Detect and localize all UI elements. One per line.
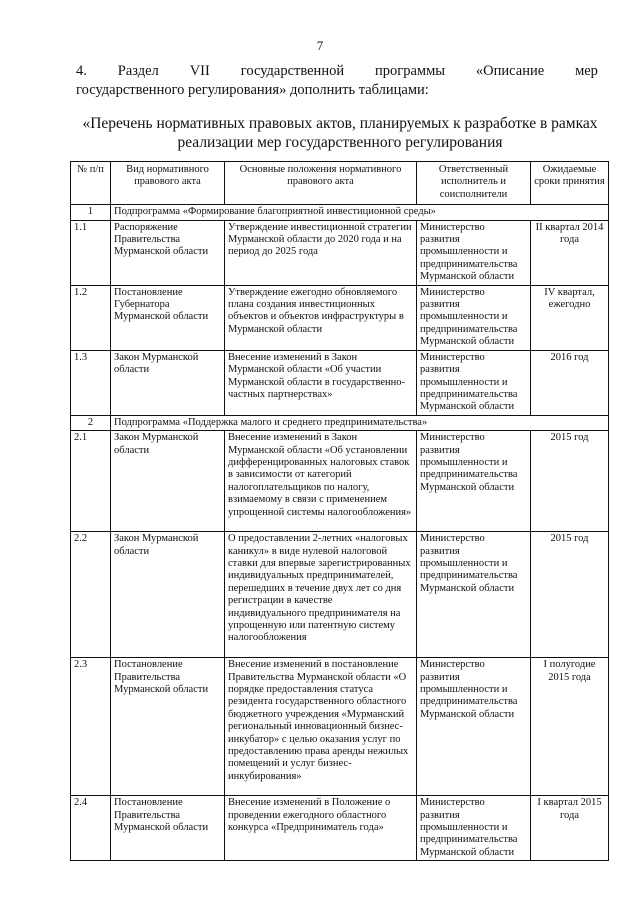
page-number: 7 [316,38,324,53]
intro-paragraph [76,62,598,100]
table-row [71,658,609,796]
act-provisions: Утверждение инвестиционной стратегии Мурманской области до 2020 года и на период до 2025 года [225,220,417,285]
table-heading-line-2: реализации мер государственного регулирования [177,134,503,151]
intro-word: мер [575,63,598,79]
act-provisions: Утверждение ежегодно обновляемого плана создания инвестиционных объектов и объектов инфраструктуры в Мурманской области [225,285,417,350]
header-terms: Ожидаемые сроки принятия [531,162,609,205]
intro-word: «Описание [475,63,545,79]
act-terms: 2015 год [531,532,609,658]
act-provisions: Внесение изменений в Закон Мурманской области «Об участии Мурманской области в государственно-частных партнерствах» [225,350,417,415]
act-provisions: О предоставлении 2-летних «налоговых каникул» в виде нулевой налоговой ставки для впервые зарегистрированных индивидуальных предпринимателей, перешедших в течение двух лет со дня регистрации в качестве индивидуального предпринимателя на упрощенную или патентную систему налогообложения [225,532,417,658]
act-terms: I квартал 2015 года [531,796,609,861]
act-provisions: Внесение изменений в постановление Правительства Мурманской области «О порядке предоставления статуса резидента государственного областного бюджетного учреждения «Мурманский региональный инновационный бизнес-инкубатор» с целью оказания услуг по предоставлению права аренды нежилых помещений и услуг бизнес-инкубирования» [225,658,417,796]
table-row [71,285,609,350]
act-executor: Министерство развития промышленности и предпринимательства Мурманской области [417,220,531,285]
table-heading-line-1: «Перечень нормативных правовых актов, планируемых к разработке в рамках [82,115,598,132]
act-type: Постановление Губернатора Мурманской области [111,285,225,350]
row-number: 1.3 [71,350,111,415]
act-executor: Министерство развития промышленности и предпринимательства Мурманской области [417,431,531,532]
intro-word: 4. [76,63,87,79]
act-terms: II квартал 2014 года [531,220,609,285]
intro-word: VII [189,63,210,79]
subprogram-title: Подпрограмма «Поддержка малого и среднего предпринимательства» [111,415,609,430]
intro-word: Раздел [117,63,159,79]
intro-line-1 [76,62,598,81]
regulatory-acts-table [70,161,609,861]
header-provisions: Основные положения нормативного правового акта [225,162,417,205]
subprogram-number: 2 [71,415,111,430]
act-type: Постановление Правительства Мурманской области [111,796,225,861]
act-terms: 2015 год [531,431,609,532]
table-row [71,431,609,532]
intro-line-2: государственного регулирования» дополнить таблицами: [76,82,429,98]
act-type: Закон Мурманской области [111,532,225,658]
subprogram-number: 1 [71,205,111,220]
intro-word: программы [375,63,445,79]
row-number: 2.4 [71,796,111,861]
act-terms: I полугодие 2015 года [531,658,609,796]
table-row [71,350,609,415]
subprogram-row [71,415,609,430]
act-executor: Министерство развития промышленности и предпринимательства Мурманской области [417,658,531,796]
row-number: 2.1 [71,431,111,532]
row-number: 1.1 [71,220,111,285]
act-terms: 2016 год [531,350,609,415]
act-executor: Министерство развития промышленности и предпринимательства Мурманской области [417,350,531,415]
act-type: Закон Мурманской области [111,350,225,415]
subprogram-title: Подпрограмма «Формирование благоприятной инвестиционной среды» [111,205,609,220]
subprogram-row [71,205,609,220]
header-num: № п/п [71,162,111,205]
act-type: Распоряжение Правительства Мурманской области [111,220,225,285]
table-row [71,532,609,658]
header-type: Вид нормативного правового акта [111,162,225,205]
act-executor: Министерство развития промышленности и предпринимательства Мурманской области [417,532,531,658]
intro-word: государственной [240,63,345,79]
act-executor: Министерство развития промышленности и предпринимательства Мурманской области [417,796,531,861]
act-executor: Министерство развития промышленности и предпринимательства Мурманской области [417,285,531,350]
row-number: 1.2 [71,285,111,350]
act-provisions: Внесение изменений в Положение о проведении ежегодного областного конкурса «Предприниматель года» [225,796,417,861]
act-provisions: Внесение изменений в Закон Мурманской области «Об установлении дифференцированных налоговых ставок в зависимости от категорий налогоплательщиков по налогу, взимаемому в связи с применением упрощенной системы налогообложения» [225,431,417,532]
row-number: 2.3 [71,658,111,796]
table-row [71,796,609,861]
table-header-row [71,162,609,205]
act-type: Закон Мурманской области [111,431,225,532]
header-executor: Ответственный исполнитель и соисполнители [417,162,531,205]
act-terms: IV квартал, ежегодно [531,285,609,350]
row-number: 2.2 [71,532,111,658]
act-type: Постановление Правительства Мурманской области [111,658,225,796]
table-row [71,220,609,285]
table-heading [70,114,610,152]
